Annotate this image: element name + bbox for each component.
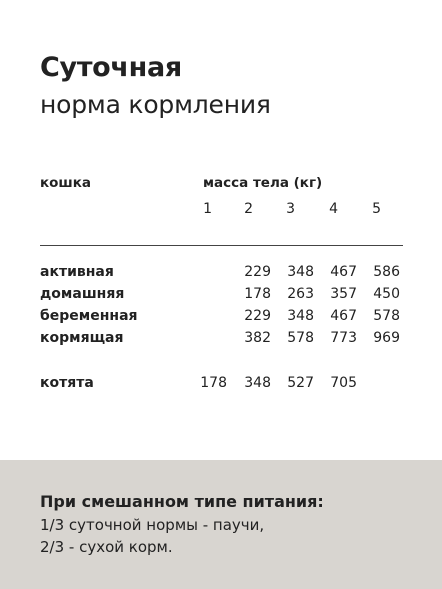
- row-label: активная: [40, 264, 114, 280]
- row-value: 969: [373, 330, 400, 346]
- row-value: 382: [244, 330, 271, 346]
- weight-header-5: 5: [372, 201, 381, 217]
- row-value: 773: [330, 330, 357, 346]
- row-value: 357: [330, 286, 357, 302]
- row-value: 348: [287, 264, 314, 280]
- row-value: 348: [287, 308, 314, 324]
- page-title: Суточная: [40, 52, 182, 83]
- page-subtitle: норма кормления: [40, 90, 271, 119]
- row-label: котята: [40, 375, 94, 391]
- row-value: 450: [373, 286, 400, 302]
- row-value: 348: [244, 375, 271, 391]
- row-value: 527: [287, 375, 314, 391]
- row-value: 705: [330, 375, 357, 391]
- note-line-1: 1/3 суточной нормы - паучи,: [40, 516, 265, 534]
- weight-header-1: 1: [203, 201, 212, 217]
- table-divider: [40, 245, 403, 246]
- row-value: 467: [330, 308, 357, 324]
- row-value: 178: [200, 375, 227, 391]
- row-value: 578: [287, 330, 314, 346]
- row-value: 586: [373, 264, 400, 280]
- row-label: домашняя: [40, 286, 125, 302]
- category-header: кошка: [40, 175, 92, 191]
- row-value: 263: [287, 286, 314, 302]
- weight-header-2: 2: [244, 201, 253, 217]
- row-value: 229: [244, 308, 271, 324]
- note-line-2: 2/3 - сухой корм.: [40, 538, 173, 556]
- row-label: беременная: [40, 308, 138, 324]
- row-value: 578: [373, 308, 400, 324]
- note-title: При смешанном типе питания:: [40, 492, 324, 511]
- weight-header-4: 4: [329, 201, 338, 217]
- weight-header-3: 3: [286, 201, 295, 217]
- mass-header: масса тела (кг): [203, 175, 323, 191]
- row-value: 467: [330, 264, 357, 280]
- row-label: кормящая: [40, 330, 124, 346]
- row-value: 229: [244, 264, 271, 280]
- row-value: 178: [244, 286, 271, 302]
